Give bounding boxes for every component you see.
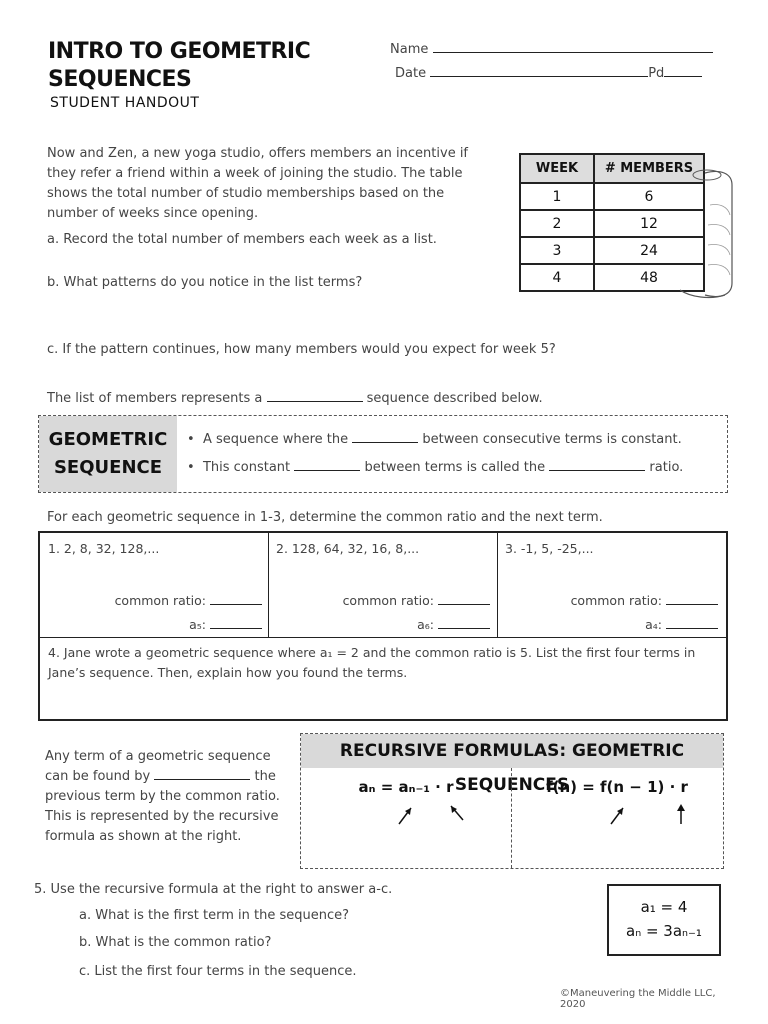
- bullet1-blank[interactable]: [352, 442, 418, 443]
- members-cell: 12: [594, 210, 704, 237]
- page-title-line2: SEQUENCES: [48, 67, 192, 92]
- bullet2-blank-2[interactable]: [549, 470, 645, 471]
- question-b: b. What patterns do you notice in the list terms?: [47, 275, 363, 290]
- formula-subscript: aₙ = aₙ₋₁ · r: [358, 778, 454, 796]
- week-cell: 1: [520, 183, 594, 210]
- recursive-rule: aₙ = 3aₙ₋₁: [626, 922, 702, 940]
- first-term: a₁ = 4: [640, 898, 688, 916]
- pd-blank[interactable]: [664, 76, 702, 77]
- members-table: [519, 153, 705, 292]
- yoga-mat-icon: [680, 165, 740, 305]
- question-5b: b. What is the common ratio?: [79, 935, 272, 950]
- sequence-2: 2. 128, 64, 32, 16, 8,...: [276, 541, 420, 556]
- term-field-1[interactable]: [102, 617, 262, 632]
- week-cell: 4: [520, 264, 594, 291]
- date-label: Date: [395, 66, 427, 81]
- term-label: a₄:: [645, 617, 663, 632]
- question-5c: c. List the first four terms in the sequence.: [79, 964, 357, 979]
- ratio-label: common ratio:: [570, 593, 663, 608]
- list-sentence-after: sequence described below.: [366, 391, 543, 406]
- week-header: WEEK: [520, 154, 594, 183]
- grid-divider: [497, 533, 498, 637]
- ratio-blank[interactable]: [210, 604, 262, 605]
- question-c: c. If the pattern continues, how many members would you expect for week 5?: [47, 342, 556, 357]
- members-cell: 48: [594, 264, 704, 291]
- recursive-explanation: [45, 747, 290, 847]
- label-line1: GEOMETRIC: [48, 429, 168, 450]
- bullet1-text-b: between consecutive terms is constant.: [422, 432, 682, 447]
- bullet2-text-b: between terms is called the: [364, 460, 546, 475]
- practice-grid: [38, 531, 728, 721]
- members-cell: 6: [594, 183, 704, 210]
- geometric-definition-box: [38, 415, 728, 493]
- term-label: a₅:: [189, 617, 207, 632]
- copyright: ©Maneuvering the Middle LLC, 2020: [560, 988, 716, 1010]
- recursive-text-b: the previous term by the common ratio. This is represented by the recursive formula as shown at the right.: [45, 769, 280, 844]
- sequence-1: 1. 2, 8, 32, 128,...: [48, 541, 160, 556]
- members-cell: 24: [594, 237, 704, 264]
- arrow-icons-left: [391, 798, 471, 828]
- definition-bullet-2: • This constant between terms is called the ratio.: [187, 460, 684, 475]
- pd-label: Pd: [648, 66, 665, 81]
- page-title-line1: INTRO TO GEOMETRIC: [48, 39, 311, 64]
- question-5a: a. What is the first term in the sequence?: [79, 908, 350, 923]
- week-cell: 3: [520, 237, 594, 264]
- sequence-type-blank[interactable]: [267, 401, 363, 402]
- table-row: [520, 237, 704, 264]
- ratio-field-3[interactable]: [558, 593, 718, 608]
- label-line2: SEQUENCE: [53, 457, 163, 478]
- grid-divider: [268, 533, 269, 637]
- week-cell: 2: [520, 210, 594, 237]
- name-blank[interactable]: [433, 52, 713, 53]
- table-row: [520, 264, 704, 291]
- term-label: a₆:: [417, 617, 435, 632]
- list-sentence-before: The list of members represents a: [47, 391, 263, 406]
- definition-bullet-1: • A sequence where the between consecutive terms is constant.: [187, 432, 682, 447]
- ratio-field-1[interactable]: [102, 593, 262, 608]
- question-a: a. Record the total number of members each week as a list.: [47, 232, 437, 247]
- bullet1-text-a: A sequence where the: [202, 432, 349, 447]
- ratio-blank[interactable]: [438, 604, 490, 605]
- term-blank[interactable]: [438, 628, 490, 629]
- geometric-sequence-label: [39, 416, 177, 492]
- recursive-heading: RECURSIVE FORMULAS: GEOMETRIC SEQUENCES: [301, 734, 723, 768]
- arrow-icons-right: [601, 798, 691, 828]
- recursive-formulas-box: [300, 733, 724, 869]
- grid-divider: [40, 637, 726, 638]
- date-field[interactable]: [395, 64, 725, 84]
- bullet2-text-c: ratio.: [649, 460, 684, 475]
- term-field-3[interactable]: [558, 617, 718, 632]
- term-blank[interactable]: [210, 628, 262, 629]
- date-blank[interactable]: [430, 76, 648, 77]
- recursive-text-a: Any term of a geometric sequence can be found by: [45, 749, 271, 784]
- bullet2-blank-1[interactable]: [294, 470, 360, 471]
- ratio-label: common ratio:: [342, 593, 435, 608]
- recursive-blank[interactable]: [154, 779, 250, 780]
- name-label: Name: [390, 42, 429, 57]
- name-field[interactable]: [390, 40, 720, 60]
- page-subtitle: STUDENT HANDOUT: [50, 95, 200, 111]
- intro-paragraph: Now and Zen, a new yoga studio, offers members an incentive if they refer a friend within a week of joining the studio. The table shows the total number of studio memberships based on the number of weeks since opening.: [47, 146, 469, 221]
- question-5-prompt: 5. Use the recursive formula at the right to answer a-c.: [34, 882, 393, 897]
- practice-instructions: For each geometric sequence in 1-3, determine the common ratio and the next term.: [47, 510, 603, 525]
- ratio-blank[interactable]: [666, 604, 718, 605]
- table-row: [520, 210, 704, 237]
- sequence-3: 3. -1, 5, -25,...: [505, 541, 594, 556]
- term-field-2[interactable]: [330, 617, 490, 632]
- list-sentence: [47, 389, 647, 409]
- formula-function: f(n) = f(n − 1) · r: [546, 778, 688, 796]
- members-header: # MEMBERS: [594, 154, 704, 183]
- recursive-formula-box: [607, 884, 721, 956]
- bullet2-text-a: This constant: [202, 460, 291, 475]
- table-row: [520, 183, 704, 210]
- ratio-label: common ratio:: [114, 593, 207, 608]
- ratio-field-2[interactable]: [330, 593, 490, 608]
- term-blank[interactable]: [666, 628, 718, 629]
- question-4: 4. Jane wrote a geometric sequence where a₁ = 2 and the common ratio is 5. List the first four terms in Jane’s sequence. Then, explain how you found the terms.: [48, 645, 696, 680]
